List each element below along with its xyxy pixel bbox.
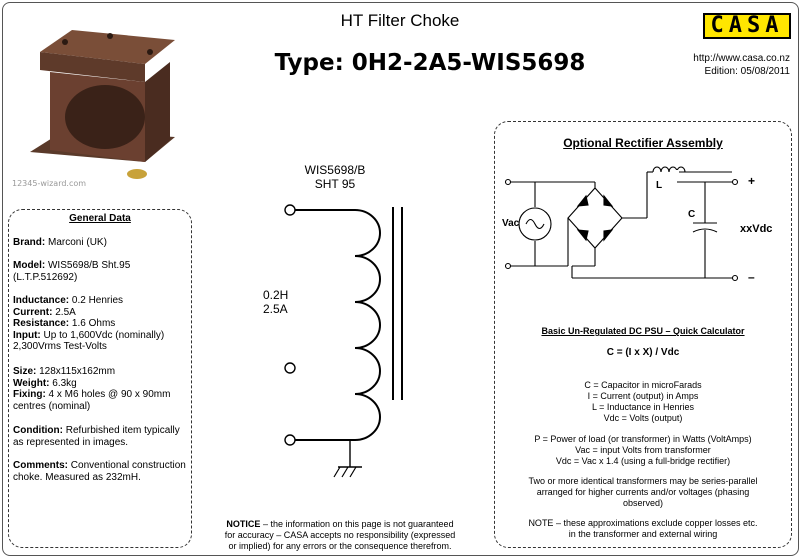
- calc-line: observed): [622, 498, 664, 508]
- plus-terminal-label: +: [748, 174, 756, 188]
- calc-line: I = Current (output) in Amps: [587, 391, 699, 401]
- capacitor-label: C: [688, 209, 696, 220]
- page-title: HT Filter Choke: [340, 11, 460, 30]
- model-row: [13, 260, 191, 283]
- specs-block: [13, 295, 191, 353]
- vac-label: Vac: [502, 218, 520, 229]
- weight-row: [13, 378, 191, 390]
- input-value: Up to 1,600Vdc (nominally): [40, 329, 165, 341]
- notice-label: NOTICE: [226, 519, 261, 529]
- choke-schematic: [270, 195, 420, 490]
- model-value: WIS5698/B Sht.95: [45, 260, 131, 271]
- brand-value: Marconi (UK): [45, 237, 107, 248]
- calculator-heading: Basic Un-Regulated DC PSU – Quick Calculator: [541, 326, 745, 336]
- model-value-2: (L.T.P.512692): [13, 271, 78, 283]
- part-label: [290, 163, 380, 191]
- fixing-row-2: centres (nominal): [13, 400, 91, 412]
- calculator-note-losses: [496, 518, 790, 540]
- capacitor-formula: C = (I x X) / Vdc: [606, 347, 680, 358]
- sheet-number: SHT 95: [314, 177, 356, 191]
- fixing-row: [13, 389, 191, 401]
- comments-label: Comments:: [13, 460, 69, 471]
- rectifier-heading: Optional Rectifier Assembly: [563, 136, 723, 150]
- calculator-note-transformers: [496, 476, 790, 509]
- condition-row: [13, 425, 191, 448]
- calculator-legend-1: [496, 380, 790, 424]
- brand-row: [13, 237, 191, 249]
- calc-line: Two or more identical transformers may be series-parallel: [528, 476, 758, 486]
- current-value: 2.5A: [52, 306, 76, 318]
- calc-line: Vdc = Vac x 1.4 (using a full-bridge rectifier): [555, 456, 731, 466]
- choke-inductance: 0.2H: [263, 288, 289, 302]
- general-data-heading: General Data: [69, 213, 131, 224]
- output-voltage-label: xxVdc: [740, 223, 773, 235]
- choke-current: 2.5A: [263, 302, 288, 316]
- input-label: Input:: [13, 329, 41, 341]
- calc-line: C = Capacitor in microFarads: [584, 380, 702, 390]
- photo-watermark: 12345-wizard.com: [12, 179, 87, 188]
- casa-logo: CASA: [703, 13, 791, 39]
- brand-label: Brand:: [13, 237, 46, 248]
- condition-value: Refurbished item typically: [62, 425, 180, 436]
- inductance-value: 0.2 Henries: [69, 295, 124, 306]
- type-heading: Type: 0H2-2A5-WIS5698: [274, 50, 586, 76]
- calc-line: Vdc = Volts (output): [603, 413, 683, 423]
- weight-value: 6.3kg: [49, 377, 77, 389]
- product-photo: [10, 12, 185, 190]
- calc-line: NOTE – these approximations exclude copper losses etc.: [528, 518, 758, 528]
- disclaimer-notice: [200, 519, 480, 552]
- physical-block: [13, 366, 191, 412]
- condition-value-2: as represented in images.: [13, 436, 129, 448]
- comments-value-2: choke. Measured as 232mH.: [13, 471, 141, 483]
- input-row-2: 2,300Vrms Test-Volts: [13, 341, 107, 352]
- part-number: WIS5698/B: [304, 163, 366, 177]
- input-row: [13, 330, 191, 342]
- model-label: Model:: [13, 260, 46, 271]
- size-row: [13, 366, 191, 378]
- resistance-label: Resistance:: [13, 318, 70, 329]
- notice-line-2: for accuracy – CASA accepts no responsibility (expressed: [224, 530, 456, 540]
- comments-value: Conventional construction: [68, 460, 186, 471]
- resistance-value: 1.6 Ohms: [69, 318, 116, 329]
- current-label: Current:: [13, 306, 53, 318]
- inductance-row: [13, 295, 191, 307]
- calc-line: in the transformer and external wiring: [568, 529, 718, 539]
- condition-label: Condition:: [13, 425, 63, 436]
- calc-line: Vac = input Volts from transformer: [575, 445, 711, 455]
- comments-row: [13, 460, 191, 483]
- size-value: 128x115x162mm: [36, 366, 116, 377]
- inductance-label: Inductance:: [13, 295, 70, 306]
- current-row: [13, 307, 191, 319]
- edition-date: Edition: 05/08/2011: [704, 66, 790, 77]
- inductor-label: L: [656, 180, 663, 191]
- resistance-row: [13, 318, 191, 330]
- notice-line-1: – the information on this page is not guaranteed: [260, 519, 454, 529]
- calc-line: L = Inductance in Henries: [592, 402, 694, 412]
- fixing-label: Fixing:: [13, 389, 46, 400]
- minus-terminal-label: –: [748, 270, 755, 284]
- fixing-value: 4 x M6 holes @ 90 x 90mm: [45, 389, 171, 400]
- calc-line: arranged for higher currents and/or voltages (phasing: [536, 487, 750, 497]
- weight-label: Weight:: [13, 377, 50, 389]
- size-label: Size:: [13, 366, 37, 377]
- website-link[interactable]: http://www.casa.co.nz: [693, 53, 790, 64]
- calc-line: P = Power of load (or transformer) in Watts (VoltAmps): [534, 434, 752, 444]
- notice-line-3: or implied) for any errors or the consequence therefrom.: [228, 541, 452, 551]
- calculator-legend-2: [496, 434, 790, 467]
